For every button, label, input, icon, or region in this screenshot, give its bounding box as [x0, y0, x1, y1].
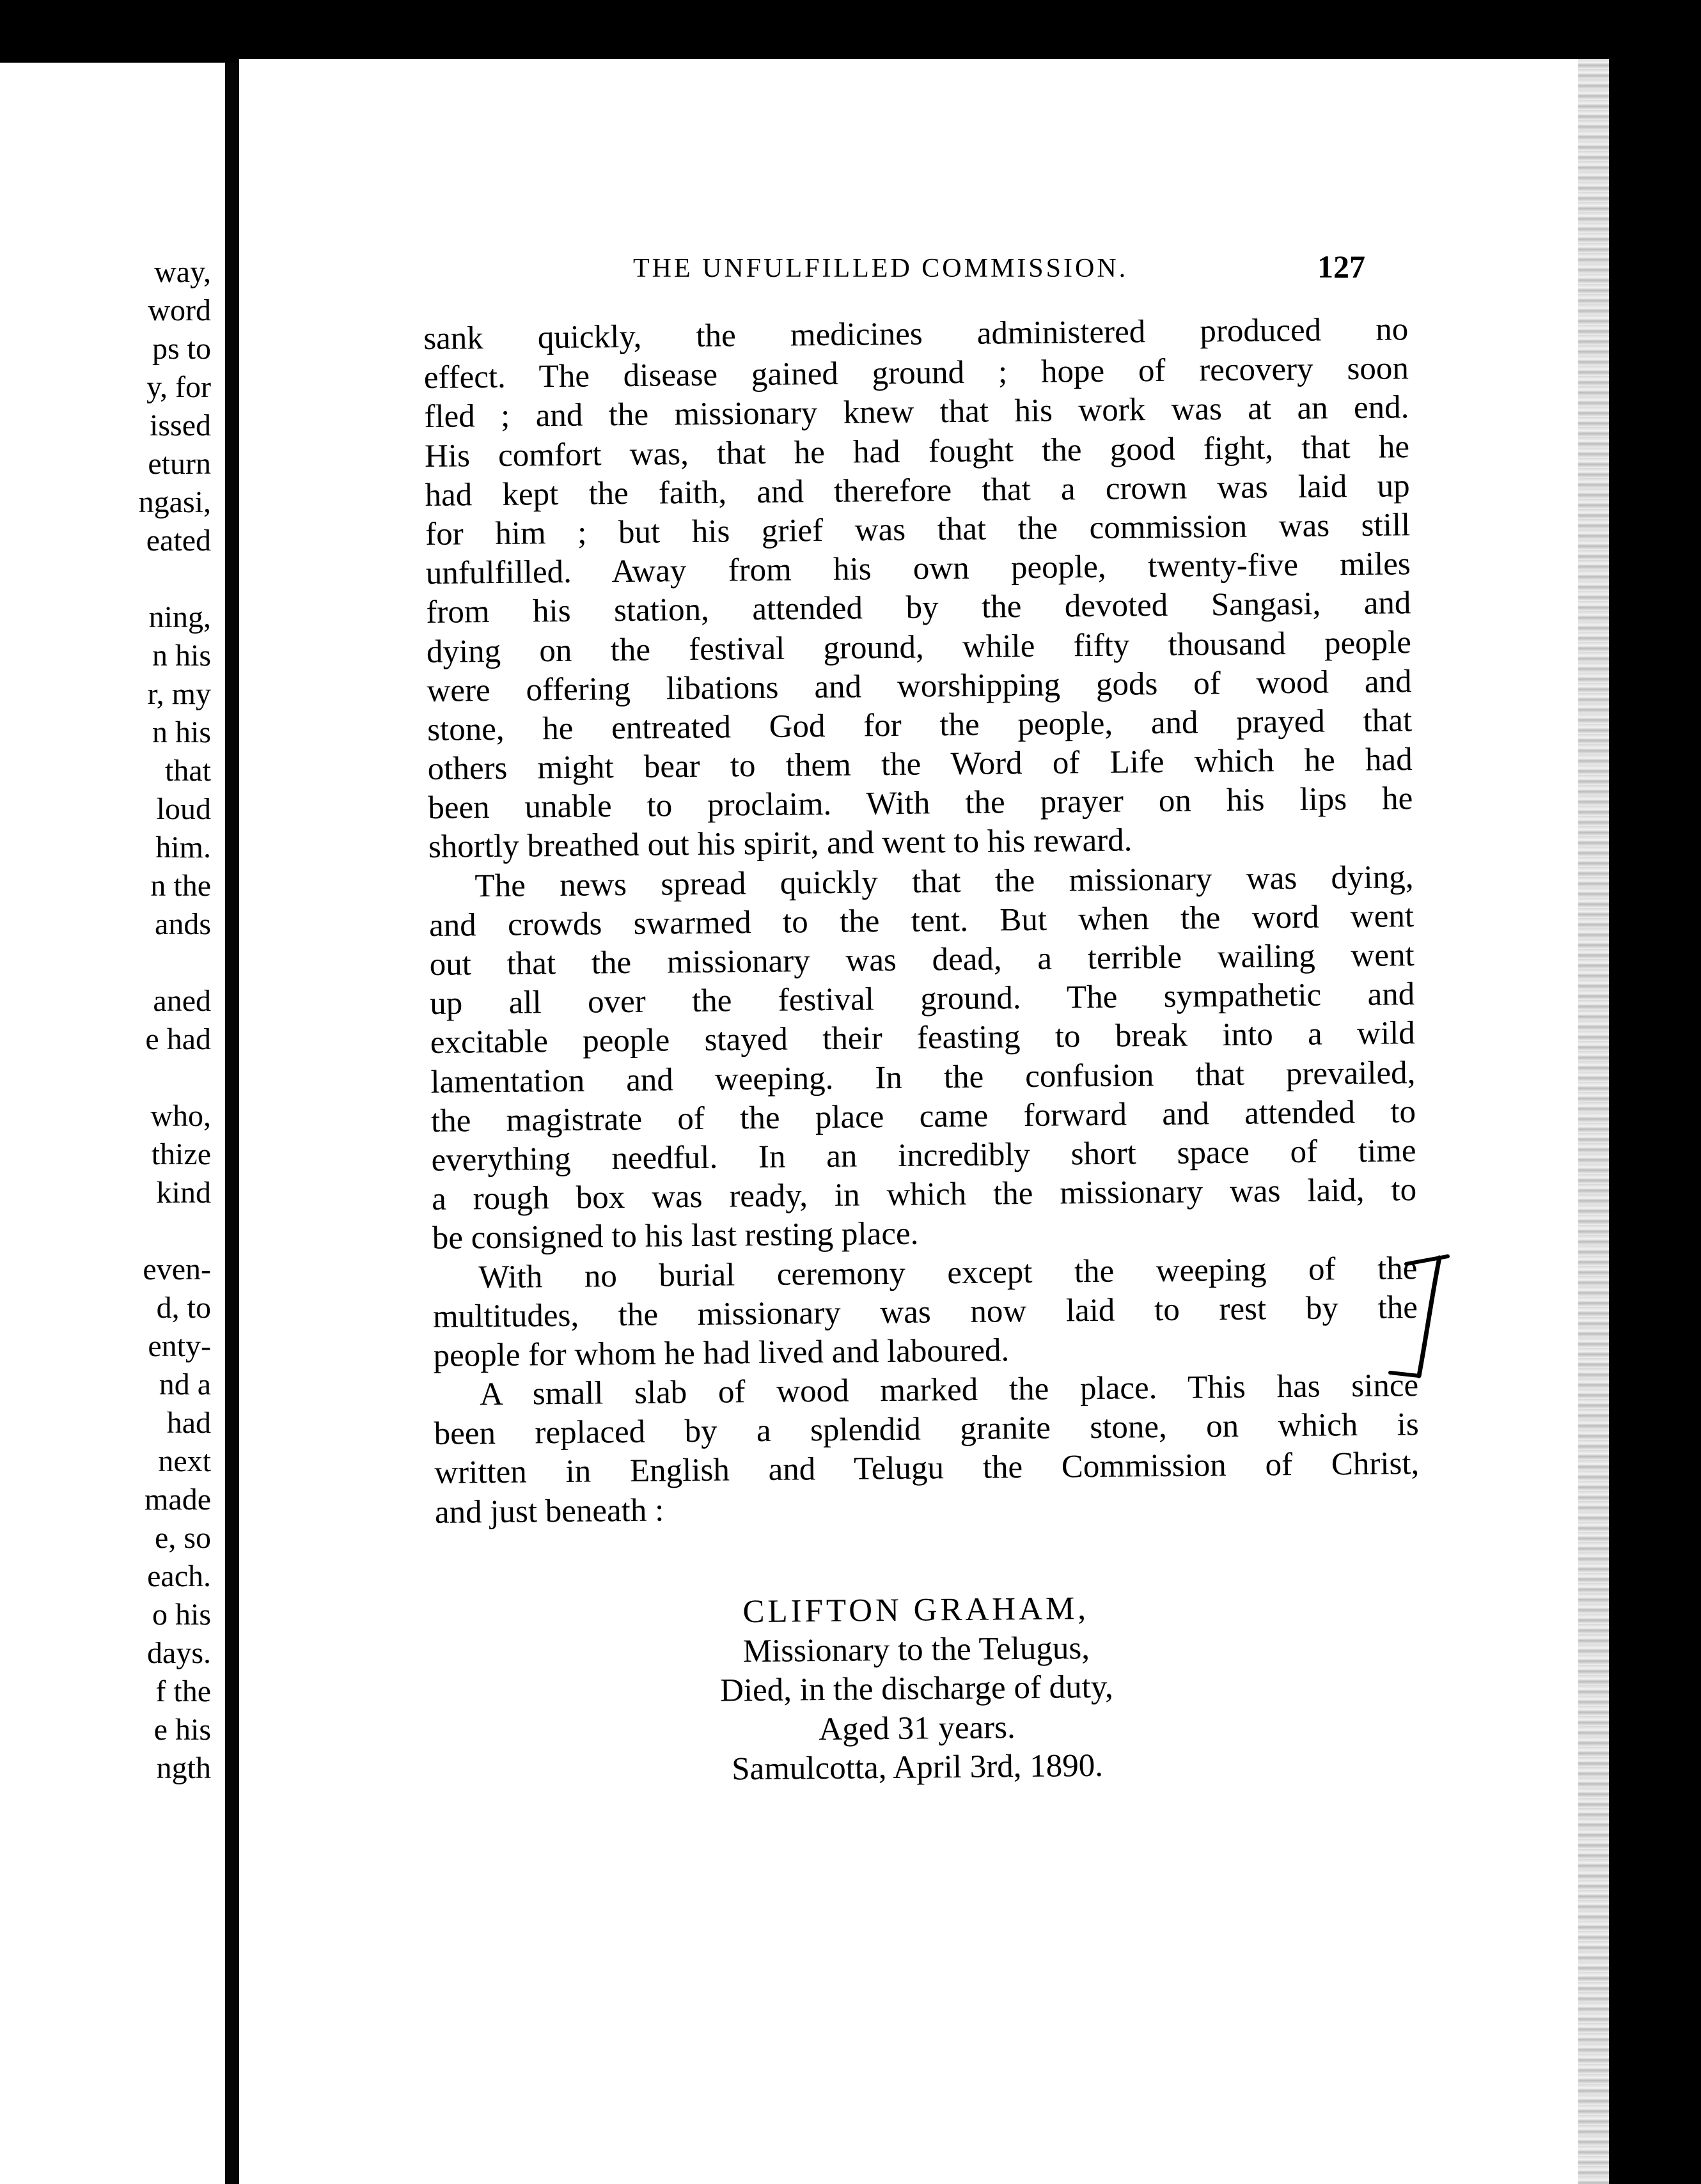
body-text-line: and just beneath : — [434, 1492, 664, 1531]
left-page-fragment: eated — [146, 524, 211, 558]
body-text-line: The news spread quickly that the missionary was dying, — [474, 859, 1414, 904]
body-text-line: unfulfilled. Away from his own people, twenty-five miles — [425, 546, 1411, 592]
left-page — [0, 63, 225, 2184]
book-gutter — [225, 63, 239, 2184]
body-text-line: lamentation and weeping. In the confusion that prevailed, — [430, 1054, 1416, 1100]
body-text-line: shortly breathed out his spirit, and went to his reward. — [428, 822, 1133, 866]
left-page-fragment: days. — [147, 1636, 211, 1670]
left-page-fragment: that — [165, 754, 211, 788]
left-page-fragment: ngth — [156, 1751, 211, 1785]
left-page-fragment: ning, — [148, 600, 211, 634]
left-page-fragment: each. — [147, 1559, 211, 1593]
epitaph-line-age: Aged 31 years. — [819, 1709, 1015, 1747]
left-page-fragment: e had — [145, 1022, 211, 1056]
body-text-line: dying on the festival ground, while fifty thousand people — [426, 624, 1412, 670]
body-text-line: and crowds swarmed to the tent. But when the word went — [428, 898, 1415, 944]
left-page-fragment: who, — [150, 1099, 211, 1133]
body-text-line: from his station, attended by the devoted Sangasi, and — [426, 585, 1411, 631]
handwritten-bracket-mark — [1387, 1245, 1457, 1385]
left-page-fragment: d, to — [156, 1291, 211, 1325]
epitaph-inscription — [423, 1586, 1410, 1792]
left-page-fragment: way, — [154, 255, 211, 289]
left-page-fragment: issed — [150, 409, 211, 442]
body-text-line: up all over the festival ground. The sympathetic and — [430, 976, 1415, 1022]
left-page-fragment: e, so — [155, 1521, 211, 1555]
body-text-line: everything needful. In an incredibly short space of time — [431, 1133, 1416, 1178]
left-page-fragment: ands — [155, 907, 211, 941]
body-text-line: written in English and Telugu the Commission of Christ, — [434, 1446, 1420, 1492]
left-page-fragment: nd a — [159, 1368, 211, 1401]
body-text-line: With no burial ceremony except the weeping of the — [478, 1250, 1418, 1295]
page-number: 127 — [1317, 249, 1365, 285]
body-text-line: been unable to proclaim. With the prayer on his lips he — [428, 781, 1413, 827]
left-page-fragment: made — [145, 1483, 211, 1517]
left-page-fragment: y, for — [146, 370, 211, 404]
left-page-fragment: eturn — [148, 447, 211, 481]
left-page-fragment: next — [158, 1444, 211, 1478]
body-text-line: be consigned to his last resting place. — [432, 1215, 919, 1257]
left-page-fragment: n the — [150, 869, 211, 903]
right-page — [239, 59, 1578, 2184]
left-page-fragment: o his — [152, 1598, 211, 1632]
left-page-fragment: r, my — [147, 677, 211, 711]
left-page-fragment: ngasi, — [138, 485, 211, 519]
body-text-line: the magistrate of the place came forward and attended to — [430, 1093, 1416, 1139]
left-page-fragment: had — [166, 1406, 211, 1440]
body-text — [423, 310, 1420, 1533]
body-text-line: fled ; and the missionary knew that his work was at an end. — [424, 389, 1409, 435]
epitaph-line-died: Died, in the discharge of duty, — [719, 1669, 1114, 1709]
page-edge — [1578, 59, 1609, 2184]
body-text-line: had kept the faith, and therefore that a crown was laid up — [425, 467, 1410, 513]
left-page-fragment: f the — [155, 1674, 211, 1708]
body-text-line: out that the missionary was dead, a terrible wailing went — [429, 937, 1415, 983]
epitaph-line-place-date: Samulcotta, April 3rd, 1890. — [731, 1747, 1104, 1788]
body-text-line: effect. The disease gained ground ; hope of recovery soon — [423, 350, 1409, 396]
body-text-line: people for whom he had lived and laboured. — [433, 1332, 1010, 1374]
left-page-fragment: even- — [143, 1252, 211, 1286]
epitaph-name: CLIFTON GRAHAM, — [742, 1591, 1090, 1630]
left-page-fragment: word — [148, 293, 211, 327]
body-text-line: excitable people stayed their feasting to break into a wild — [430, 1015, 1416, 1061]
body-text-line: stone, he entreated God for the people, and prayed that — [427, 703, 1413, 748]
body-text-line: others might bear to them the Word of Life which he had — [427, 742, 1413, 788]
left-page-fragment: thize — [151, 1137, 211, 1171]
left-page-fragment: aned — [153, 984, 211, 1018]
left-page-fragment: ps to — [152, 332, 211, 366]
running-head: THE UNFULFILLED COMMISSION. — [633, 254, 1129, 283]
body-text-line: been replaced by a splendid granite stone, on which is — [434, 1407, 1419, 1453]
left-page-fragment: enty- — [148, 1329, 211, 1363]
body-text-line: a rough box was ready, in which the missionary was laid, to — [431, 1172, 1417, 1218]
left-page-fragment: e his — [153, 1713, 211, 1747]
left-page-fragment: kind — [156, 1176, 211, 1210]
epitaph-line-missionary: Missionary to the Telugus, — [742, 1630, 1090, 1669]
body-text-line: for him ; but his grief was that the commission was still — [425, 507, 1411, 552]
body-text-line: sank quickly, the medicines administered produced no — [423, 311, 1409, 357]
body-text-line: multitudes, the missionary was now laid to rest by the — [432, 1289, 1418, 1335]
left-page-fragment: n his — [152, 715, 211, 749]
body-text-line: His comfort was, that he had fought the good fight, that he — [424, 428, 1410, 474]
body-text-line: were offering libations and worshipping gods of wood and — [427, 663, 1412, 709]
left-page-fragment: him. — [155, 831, 211, 864]
left-page-fragment: loud — [156, 792, 211, 826]
body-text-line: A small slab of wood marked the place. This has since — [479, 1368, 1419, 1413]
left-page-fragment: n his — [152, 639, 211, 673]
